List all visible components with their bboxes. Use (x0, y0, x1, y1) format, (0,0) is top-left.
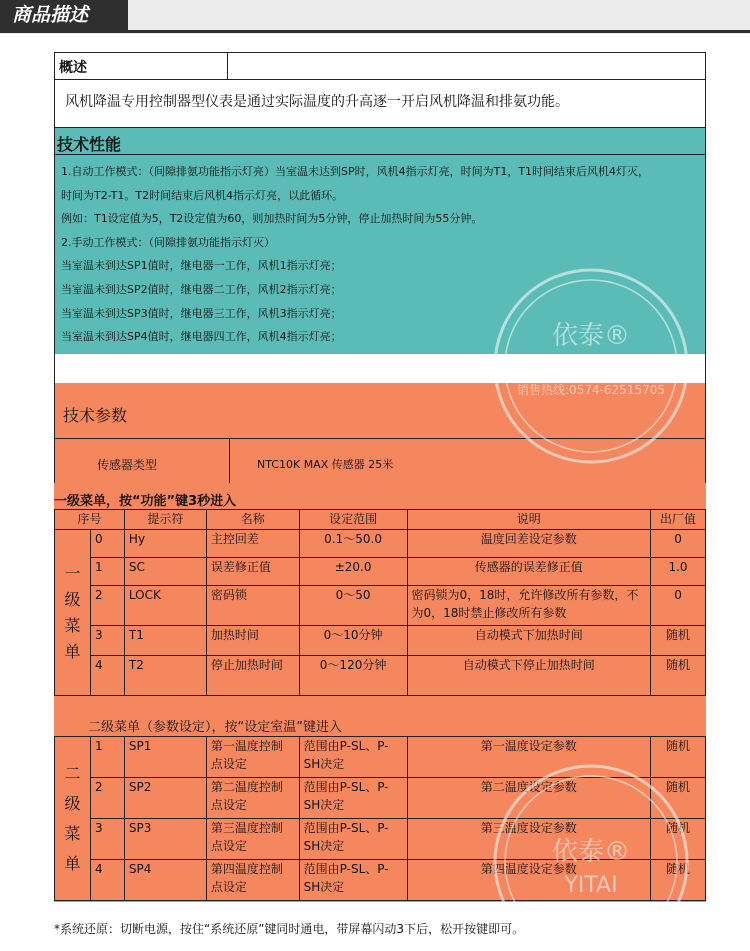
col-header: 名称 (206, 510, 299, 530)
cell: LOCK (124, 586, 206, 626)
sensor-label: 传感器类型 (97, 458, 158, 472)
cell: 随机 (651, 860, 706, 901)
menu1-table (54, 509, 706, 696)
cell: 温度回差设定参数 (407, 530, 651, 558)
cell: 密码锁 (206, 586, 299, 626)
cell: 第四温度控制点设定 (206, 860, 299, 901)
col-header: 提示符 (124, 510, 206, 530)
cell: 1 (90, 737, 124, 778)
table-row (55, 558, 706, 586)
performance-line: 时间为T2-T1。T2时间结束后风机4指示灯亮，以此循环。 (61, 188, 344, 202)
cell: 第四温度设定参数 (407, 860, 651, 901)
params-title: 技术参数 (63, 406, 128, 425)
cell: 第二温度设定参数 (407, 778, 651, 819)
col-header: 出厂值 (651, 510, 706, 530)
cell: 1.0 (651, 558, 706, 586)
cell: SP2 (124, 778, 206, 819)
sensor-value: NTC10K MAX 传感器 25米 (257, 458, 394, 471)
cell: Hy (124, 530, 206, 558)
cell: SP1 (124, 737, 206, 778)
divider (229, 439, 230, 483)
group-label-text: 一级菜单 (64, 563, 81, 661)
cell: 停止加热时间 (206, 656, 299, 696)
cell: 0 (651, 586, 706, 626)
cell: 2 (90, 778, 124, 819)
performance-line: 当室温未到达SP3值时，继电器三工作，风机3指示灯亮； (61, 306, 342, 320)
menu2-title: 二级菜单（参数设定），按“设定室温”键进入 (88, 720, 342, 735)
col-header: 序号 (55, 510, 125, 530)
cell: 主控回差 (206, 530, 299, 558)
cell: 4 (90, 860, 124, 901)
cell: 0 (651, 530, 706, 558)
cell: 第二温度控制点设定 (206, 778, 299, 819)
cell: 第一温度设定参数 (407, 737, 651, 778)
watermark-seal (476, 752, 706, 902)
cell: 自动模式下停止加热时间 (407, 656, 651, 696)
cell: 3 (90, 626, 124, 656)
cell: 0～120分钟 (299, 656, 407, 696)
cell: 随机 (651, 778, 706, 819)
divider (55, 154, 705, 155)
cell: 2 (90, 586, 124, 626)
cell: ±20.0 (299, 558, 407, 586)
overview-text: 风机降温专用控制器型仪表是通过实际温度的升高逐一开启风机降温和排氨功能。 (65, 94, 569, 110)
performance-line: 当室温未到达SP1值时，继电器一工作，风机1指示灯亮； (61, 259, 342, 273)
table-header-row (55, 510, 706, 530)
cell: 自动模式下加热时间 (407, 626, 651, 656)
cell: 0 (90, 530, 124, 558)
watermark-latin: YITAI (564, 873, 618, 898)
section-tab-title: 商品描述 (0, 0, 128, 30)
cell: T1 (124, 626, 206, 656)
col-header: 设定范围 (299, 510, 407, 530)
table-row (55, 586, 706, 626)
group-label-text: 二级菜单 (64, 763, 81, 873)
watermark-seal (476, 266, 706, 466)
performance-line: 当室温未到达SP2值时，继电器二工作，风机2指示灯亮； (61, 282, 342, 296)
cell: SP3 (124, 819, 206, 860)
cell: SP4 (124, 860, 206, 901)
cell: T2 (124, 656, 206, 696)
group-label (55, 530, 91, 696)
cell: 第三温度设定参数 (407, 819, 651, 860)
overview-header-row (55, 53, 705, 80)
cell: 随机 (651, 626, 706, 656)
cell: 范围由P-SL、P-SH决定 (299, 860, 407, 901)
overview-label: 概述 (59, 60, 87, 76)
group-label (55, 737, 91, 901)
cell: 误差修正值 (206, 558, 299, 586)
cell: 0～10分钟 (299, 626, 407, 656)
cell: SC (124, 558, 206, 586)
cell: 4 (90, 656, 124, 696)
header-underline (0, 30, 750, 33)
overview-section (54, 52, 706, 128)
cell: 第一温度控制点设定 (206, 737, 299, 778)
cell: 3 (90, 819, 124, 860)
cell: 0～50 (299, 586, 407, 626)
cell: 范围由P-SL、P-SH决定 (299, 737, 407, 778)
cell: 传感器的误差修正值 (407, 558, 651, 586)
watermark-brand: 依泰® (551, 321, 631, 351)
watermark-hotline: 销售热线:0574-62515705 (517, 383, 665, 397)
cell: 加热时间 (206, 626, 299, 656)
performance-line: 例如：T1设定值为5，T2设定值为60，则加热时间为5分钟，停止加热时间为55分钟。 (61, 212, 483, 226)
table-row (55, 530, 706, 558)
cell: 密码锁为0，18时，允许修改所有参数，不为0，18时禁止修改所有参数 (407, 586, 651, 626)
cell: 范围由P-SL、P-SH决定 (299, 819, 407, 860)
menu1-title: 一级菜单，按“功能”键3秒进入 (54, 494, 237, 509)
watermark-brand: 依泰® (551, 837, 631, 867)
performance-line: 1.自动工作模式：（间隙排氨功能指示灯亮）当室温未达到SP时，风机4指示灯亮，时间为T1，T1时间结束后风机4灯灭， (61, 165, 650, 178)
cell: 范围由P-SL、P-SH决定 (299, 778, 407, 819)
cell: 0.1～50.0 (299, 530, 407, 558)
performance-line: 2.手动工作模式：（间隙排氨功能指示灯灭） (61, 235, 275, 249)
performance-title: 技术性能 (57, 135, 122, 154)
divider (227, 53, 228, 79)
performance-line: 当室温未到达SP4值时，继电器四工作，风机4指示灯亮； (61, 330, 342, 344)
col-header: 说明 (407, 510, 651, 530)
cell: 第三温度控制点设定 (206, 819, 299, 860)
cell: 随机 (651, 737, 706, 778)
table-row (55, 626, 706, 656)
table-row (55, 656, 706, 696)
footer-note: *系统还原：切断电源，按住“系统还原”键同时通电，带屏幕闪动3下后，松开按键即可。 (54, 922, 525, 936)
cell: 1 (90, 558, 124, 586)
cell: 随机 (651, 656, 706, 696)
cell: 随机 (651, 819, 706, 860)
